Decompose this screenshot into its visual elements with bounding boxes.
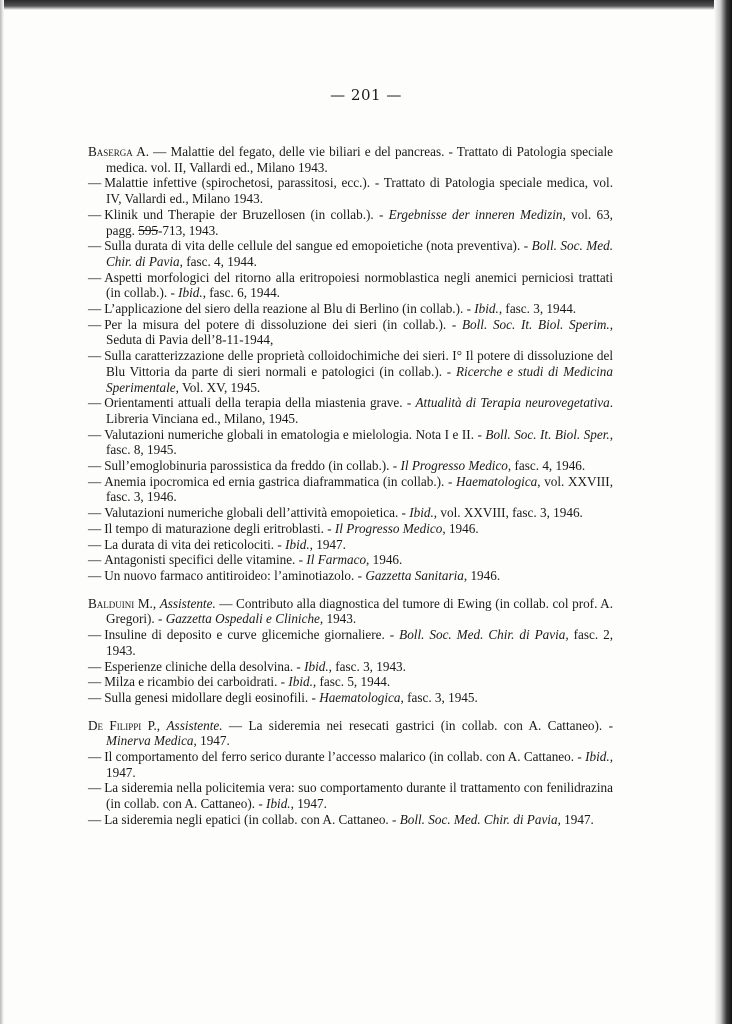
entry-dash: — (88, 348, 102, 364)
journal-title: Ricerche e studi di Medicina Sperimentale (106, 363, 613, 395)
entry-text: — Contributo alla diagnostica del tumore di Ewing (in collab. col prof. A. Gregori). - (106, 595, 613, 627)
entry-text: Sulla genesi midollare degli eosinofili. - (104, 689, 320, 705)
entry-dash: — (88, 505, 102, 521)
author-role: Assistente. (159, 595, 216, 611)
entry-text: , 1947. (557, 811, 594, 827)
entry-text: — La sideremia nei resecati gastrici (in collab. con A. Cattaneo). - (222, 717, 613, 733)
entry-text: , fasc. 4, 1944. (179, 253, 257, 269)
entry-text: , fasc. 2, 1943. (106, 627, 613, 658)
entry-text: -713, 1943. (158, 222, 219, 238)
entry-text: La sideremia negli epatici (in collab. con A. Cattaneo. - (104, 811, 400, 827)
entry-dash: — (88, 627, 102, 643)
entry-text: — Malattie del fegato, delle vie biliari e del pancreas. - Trattato di Patologia speciale medica. vol. II, Vallardi ed., Milano 1943. (106, 144, 613, 175)
bibliography-entry (88, 270, 613, 301)
entry-dash: — (88, 426, 102, 442)
entry-text: Orientamenti attuali della terapia della miastenia grave. - (104, 395, 416, 411)
entry-text: Aspetti morfologici del ritorno alla eritropoiesi normoblastica negli anemici perniciosi trattati (in collab.). - (104, 269, 613, 301)
bibliography-entry (88, 505, 613, 521)
entry-text: Antagonisti specifici delle vitamine. - (104, 552, 307, 568)
entry-dash: — (88, 811, 102, 827)
entry-text: Per la misura del potere di dissoluzione dei sieri (in collab.). - (104, 316, 462, 332)
entry-text: Malattie infettive (spirochetosi, parassitosi, ecc.). - Trattato di Patologia speciale medica, vol. IV, Vallardi ed., Milano 1943. (104, 175, 613, 207)
journal-title: Boll. Soc. Med. Chir. di Pavia (106, 238, 613, 269)
entry-text: , 1947. (290, 796, 327, 812)
entry-text: Milza e ricambio dei carboidrati. - (104, 674, 289, 690)
bibliography-entry (88, 175, 613, 206)
bibliography-entry (88, 348, 613, 395)
entry-text: Il tempo di maturazione degli eritroblasti. - (104, 520, 335, 536)
entry-text: Insuline di deposito e curve glicemiche giornaliere. - (104, 627, 400, 643)
journal-title: Gazzetta Ospedali e Cliniche (165, 611, 320, 627)
entry-text: , fasc. 5, 1944. (312, 674, 391, 690)
author-name: Baserga A. (88, 144, 150, 159)
scan-left-edge (0, 0, 4, 1024)
bibliography-entry (88, 674, 613, 690)
journal-title: Il Progresso Medico (400, 458, 508, 474)
journal-title: Ibid. (266, 796, 291, 812)
entry-dash: — (88, 316, 102, 332)
author-name: Balduini M., (88, 595, 157, 611)
journal-title: Boll. Soc. It. Biol. Sperim. (461, 316, 610, 332)
bibliography-entry (88, 427, 613, 458)
bibliography-entry (88, 537, 613, 553)
bibliography-entry (88, 458, 613, 474)
journal-title: Boll. Soc. It. Biol. Sper. (485, 426, 610, 442)
bibliography-entry (88, 780, 613, 811)
bibliography-entry (88, 568, 613, 584)
entry-text: , 1946. (366, 552, 403, 568)
struck-text: 595 (138, 222, 159, 238)
entry-text: Anemia ipocromica ed ernia gastrica diaframmatica (in collab.). - (104, 473, 456, 489)
bibliography-entry-first (88, 144, 613, 175)
bibliography-entry (88, 238, 613, 269)
entry-text: , fasc. 3, 1945. (400, 689, 478, 705)
entry-text: , fasc. 6, 1944. (202, 285, 280, 301)
journal-title: Haematologica (319, 689, 401, 705)
journal-title: Ibid. (288, 674, 313, 690)
entry-text: Sulla caratterizzazione delle proprietà colloidochimiche dei sieri. I° Il potere di dissoluzione del Blu Vittoria da parte di sieri normali e patologici (in collab.). - (104, 348, 613, 379)
journal-title: Attualità di Terapia neurovegetativa (415, 395, 610, 411)
bibliography-entry (88, 552, 613, 568)
entry-text: . Libreria Vinciana ed., Milano, 1945. (106, 395, 614, 426)
entry-text: L’applicazione del siero della reazione al Blu di Berlino (in collab.). - (104, 301, 475, 317)
entry-text: Esperienze cliniche della desolvina. - (104, 658, 305, 674)
entry-dash: — (88, 301, 102, 317)
entry-text: , fasc. 8, 1945. (106, 426, 613, 458)
entry-dash: — (88, 689, 102, 705)
entry-text: , Seduta di Pavia dell’8-11-1944, (106, 316, 613, 348)
entry-dash: — (88, 567, 102, 583)
bibliography-entry (88, 301, 613, 317)
entry-text: , 1946. (463, 567, 501, 583)
journal-title: Il Progresso Medico (334, 520, 443, 536)
entry-text: La sideremia nella policitemia vera: suo comportamento durante il trattamento con fenilidrazina (in collab. con A. Cattaneo). - (104, 780, 613, 812)
entry-text: , vol. 63, pagg. (106, 206, 613, 238)
entry-text: Klinik und Therapie der Bruzellosen (in collab.). - (104, 206, 389, 222)
bibliography-entry-first (88, 596, 613, 627)
entry-text: , 1947. (106, 749, 613, 780)
entry-dash: — (88, 175, 102, 191)
journal-title: Ibid. (304, 658, 329, 674)
journal-title: Ibid. (409, 505, 434, 521)
entry-dash: — (88, 658, 102, 674)
entry-dash: — (88, 749, 102, 765)
bibliography-entry (88, 474, 613, 505)
entry-dash: — (88, 269, 102, 285)
author-role: Assistente. (166, 717, 223, 733)
journal-title: Il Farmaco (306, 552, 367, 568)
entry-text: , 1947. (193, 733, 230, 749)
entry-dash: — (88, 552, 102, 568)
journal-title: Ibid. (178, 285, 203, 301)
entry-dash: — (88, 238, 102, 254)
entry-text: , fasc. 4, 1946. (507, 458, 586, 474)
bibliography-entry (88, 659, 613, 675)
journal-title: Boll. Soc. Med. Chir. di Pavia (399, 811, 558, 827)
journal-title: Ergebnisse der inneren Medizin (388, 206, 563, 222)
bibliography-entry (88, 521, 613, 537)
entry-dash: — (88, 395, 102, 411)
journal-title: Ibid. (285, 536, 310, 552)
page-number: — 201 — (330, 86, 402, 104)
bibliography-entry (88, 690, 613, 706)
bibliography-entry (88, 812, 613, 828)
entry-text: , 1943. (319, 611, 357, 627)
entry-text: La durata di vita dei reticolociti. - (104, 536, 286, 552)
author-block (88, 718, 613, 828)
entry-text: Il comportamento del ferro serico durante l’accesso malarico (in collab. con A. Cattaneo. - (104, 749, 586, 765)
author-block (88, 596, 613, 706)
entry-text: , vol. XXVIII, fasc. 3, 1946. (433, 505, 583, 521)
entry-dash: — (88, 458, 102, 474)
entry-text: , Vol. XV, 1945. (175, 379, 261, 395)
entry-text: Un nuovo farmaco antitiroideo: l’aminotiazolo. - (104, 567, 366, 583)
scan-top-edge (0, 0, 732, 10)
journal-title: Haematologica (455, 473, 538, 489)
entry-dash: — (88, 674, 102, 690)
entry-text: , 1947. (309, 536, 346, 552)
entry-text: , 1946. (442, 520, 479, 536)
bibliography-entry (88, 395, 613, 426)
entry-text: Valutazioni numeriche globali dell’attività emopoietica. - (104, 505, 410, 521)
journal-title: Ibid. (585, 749, 610, 765)
author-block (88, 144, 613, 584)
entry-text: , fasc. 3, 1944. (498, 301, 577, 317)
journal-title: Minerva Medica (106, 733, 194, 749)
journal-title: Ibid. (474, 301, 499, 317)
entry-text: Valutazioni numeriche globali in ematologia e mielologia. Nota I e II. - (104, 426, 486, 442)
entry-text: Sulla durata di vita delle cellule del sangue ed emopoietiche (nota preventiva). - (104, 238, 532, 254)
bibliography-list (88, 144, 613, 840)
entry-dash: — (88, 473, 102, 489)
entry-dash: — (88, 780, 102, 796)
entry-text: Sull’emoglobinuria parossistica da freddo (in collab.). - (104, 458, 401, 474)
bibliography-entry (88, 627, 613, 658)
entry-dash: — (88, 206, 102, 222)
scan-right-edge (714, 0, 732, 1024)
bibliography-entry (88, 207, 613, 238)
bibliography-entry (88, 749, 613, 780)
entry-text: , vol. XXVIII, fasc. 3, 1946. (106, 473, 613, 505)
bibliography-entry-first (88, 718, 613, 749)
entry-dash: — (88, 536, 102, 552)
entry-dash: — (88, 520, 102, 536)
bibliography-entry (88, 317, 613, 348)
author-name: De Filippi P., (88, 717, 161, 733)
entry-text: , fasc. 3, 1943. (328, 658, 406, 674)
journal-title: Boll. Soc. Med. Chir. di Pavia (399, 627, 566, 643)
journal-title: Gazzetta Sanitaria (365, 567, 464, 583)
